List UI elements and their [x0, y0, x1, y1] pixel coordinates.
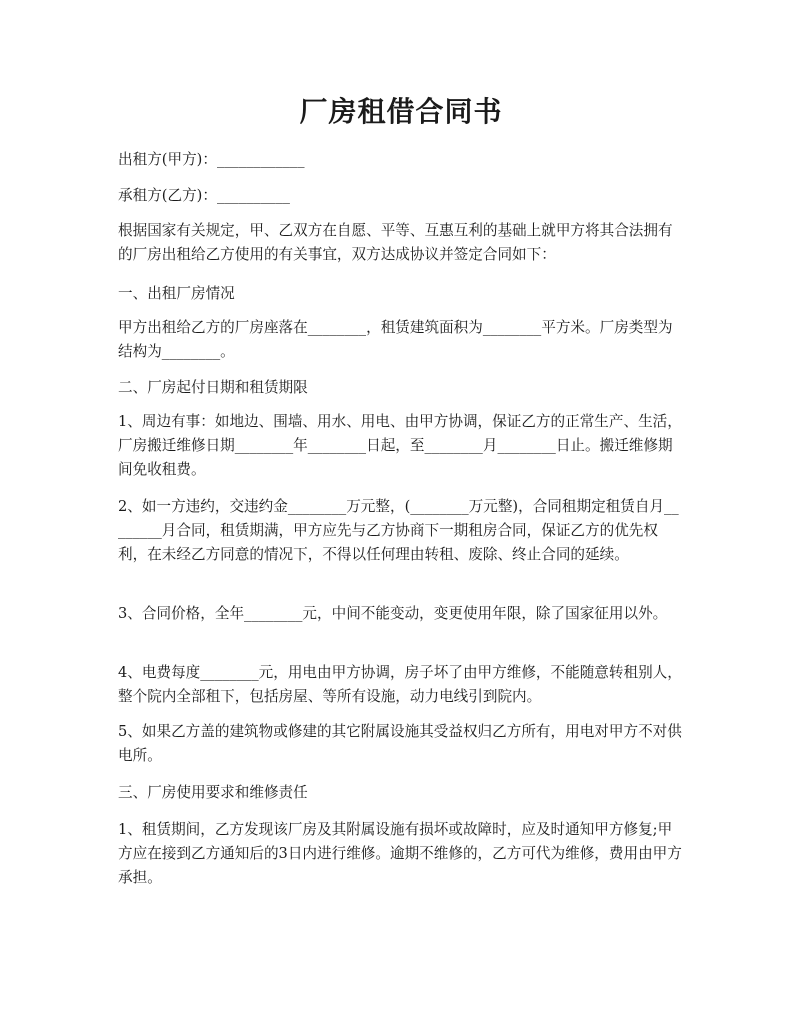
clause-paragraph: 5、如果乙方盖的建筑物或修建的其它附属设施其受益权归乙方所有，用电对甲方不对供电所。 — [118, 723, 682, 764]
section-heading-2: 二、厂房起付日期和租赁期限 — [118, 379, 308, 396]
clause-paragraph: 1、租赁期间，乙方发现该厂房及其附属设施有损坏或故障时，应及时通知甲方修复;甲方应在接到乙方通知后的3日内进行维修。逾期不维修的，乙方可代为维修，费用由甲方承担。 — [118, 821, 682, 886]
clause-paragraph: 4、电费每度________元，用电由甲方协调，房子坏了由甲方维修，不能随意转租别人，整个院内全部租下，包括房屋、等所有设施，动力电线引到院内。 — [118, 664, 682, 705]
clause-paragraph: 3、合同价格，全年________元，中间不能变动，变更使用年限，除了国家征用以外。 — [118, 605, 668, 622]
clause-paragraph: 2、如一方违约，交违约金________万元整，(________万元整)，合同租期定租赁自月________月合同，租赁期满，甲方应先与乙方协商下一期租房合同，保证乙方的优先权利，在未经乙方同意的情况下，不得以任何理由转租、废除、终止合同的延续。 — [118, 498, 679, 563]
section-heading-1: 一、出租厂房情况 — [118, 285, 235, 302]
lessee-line: 承租方(乙方)：__________ — [118, 187, 290, 204]
document-title: 厂房租借合同书 — [299, 95, 503, 128]
clause-paragraph: 1、周边有事：如地边、围墙、用水、用电、由甲方协调，保证乙方的正常生产、生活，厂房搬迁维修日期________年________日起，至________月________日止。搬迁维修期间免收租费。 — [118, 413, 682, 478]
clause-paragraph: 甲方出租给乙方的厂房座落在________，租赁建筑面积为________平方米。厂房类型为结构为________。 — [118, 319, 673, 360]
preamble-paragraph: 根据国家有关规定，甲、乙双方在自愿、平等、互惠互利的基础上就甲方将其合法拥有的厂房出租给乙方使用的有关事宜，双方达成协议并签定合同如下： — [118, 222, 673, 263]
lessor-line: 出租方(甲方)：____________ — [118, 151, 305, 168]
section-heading-3: 三、厂房使用要求和维修责任 — [118, 784, 308, 801]
